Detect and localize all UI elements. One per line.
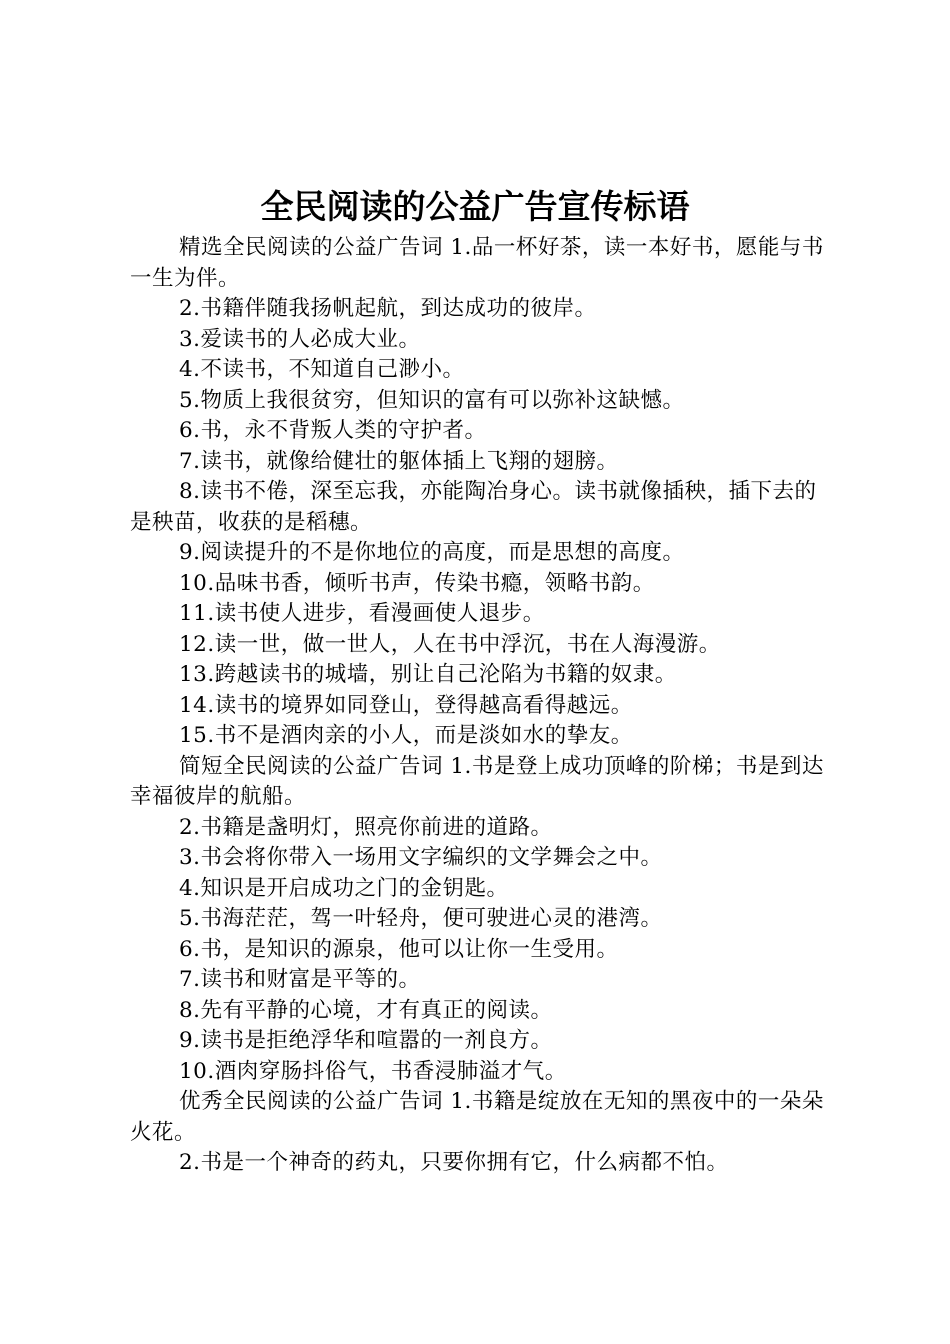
paragraph: 6.书，是知识的源泉，他可以让你一生受用。 <box>179 936 619 962</box>
paragraph: 5.书海茫茫，驾一叶轻舟，便可驶进心灵的港湾。 <box>179 906 663 931</box>
paragraph: 15.书不是酒肉亲的小人，而是淡如水的挚友。 <box>179 723 633 748</box>
paragraph: 9.读书是拒绝浮华和喧嚣的一剂良方。 <box>179 1028 553 1053</box>
paragraph: 2.书籍是盏明灯，照亮你前进的道路。 <box>179 814 553 840</box>
paragraph: 2.书是一个神奇的药丸，只要你拥有它，什么病都不怕。 <box>179 1150 729 1175</box>
paragraph: 4.不读书，不知道自己渺小。 <box>179 357 465 382</box>
paragraph: 优秀全民阅读的公益广告词 1.书籍是绽放在无知的黑夜中的一朵朵火花。 <box>130 1089 824 1145</box>
paragraph: 10.酒肉穿肠抖俗气，书香浸肺溢才气。 <box>179 1058 567 1084</box>
paragraph: 2.书籍伴随我扬帆起航，到达成功的彼岸。 <box>179 296 597 321</box>
paragraph: 11.读书使人进步，看漫画使人退步。 <box>179 601 545 626</box>
paragraph: 10.品味书香，倾听书声，传染书瘾，领略书韵。 <box>179 570 655 596</box>
paragraph: 9.阅读提升的不是你地位的高度，而是思想的高度。 <box>179 540 685 565</box>
document-body <box>130 233 830 1179</box>
paragraph: 7.读书，就像给健壮的躯体插上飞翔的翅膀。 <box>179 448 619 474</box>
paragraph: 13.跨越读书的城墙，别让自己沦陷为书籍的奴隶。 <box>179 662 677 687</box>
paragraph: 5.物质上我很贫穷，但知识的富有可以弥补这缺憾。 <box>179 387 685 413</box>
document-title: 全民阅读的公益广告宣传标语 <box>260 187 690 226</box>
paragraph: 3.书会将你带入一场用文字编织的文学舞会之中。 <box>179 845 663 870</box>
paragraph: 12.读一世，做一世人，人在书中浮沉，书在人海漫游。 <box>179 631 721 657</box>
paragraph: 4.知识是开启成功之门的金钥匙。 <box>179 875 509 901</box>
paragraph: 8.先有平静的心境，才有真正的阅读。 <box>179 997 553 1023</box>
paragraph: 8.读书不倦，深至忘我，亦能陶冶身心。读书就像插秧，插下去的是秧苗，收获的是稻穗。 <box>130 479 817 535</box>
paragraph: 14.读书的境界如同登山，登得越高看得越远。 <box>179 692 633 718</box>
paragraph: 7.读书和财富是平等的。 <box>179 967 421 992</box>
paragraph: 6.书，永不背叛人类的守护者。 <box>179 418 487 443</box>
paragraph: 3.爱读书的人必成大业。 <box>179 326 421 352</box>
paragraph: 精选全民阅读的公益广告词 1.品一杯好茶，读一本好书，愿能与书一生为伴。 <box>130 235 824 291</box>
paragraph: 简短全民阅读的公益广告词 1.书是登上成功顶峰的阶梯；书是到达幸福彼岸的航船。 <box>130 753 824 809</box>
